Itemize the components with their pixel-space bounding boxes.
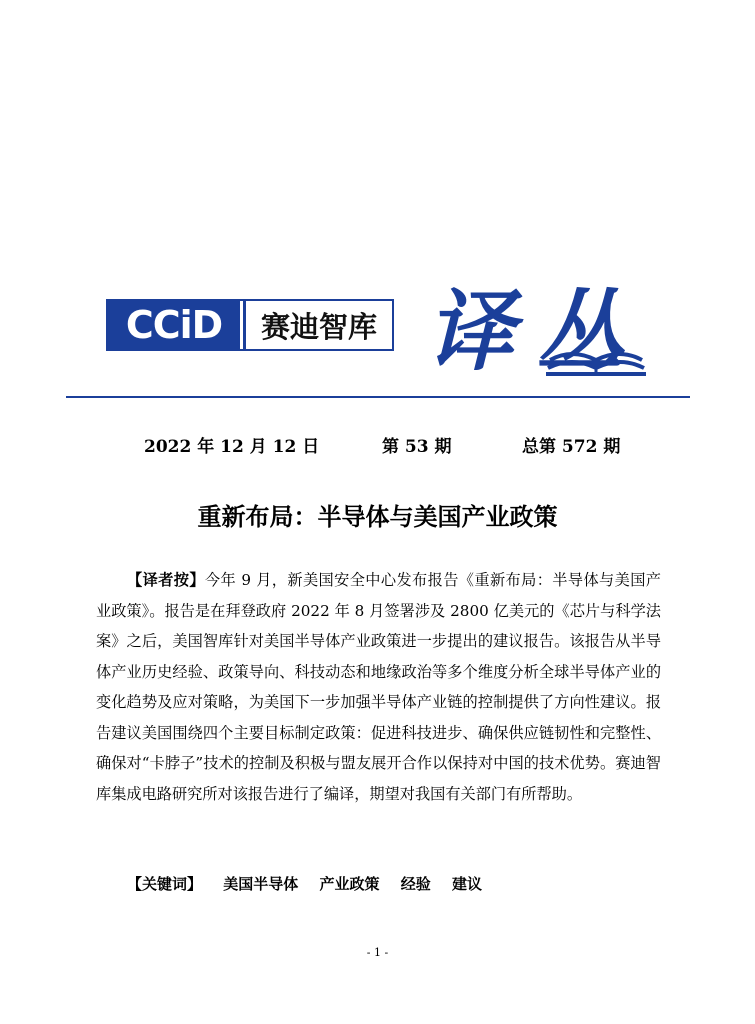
page-number: - 1 - <box>366 946 389 959</box>
article-title: 重新布局：半导体与美国产业政策 <box>197 503 558 531</box>
brand-title: 译丛 <box>426 279 647 383</box>
keyword-item: 经验 <box>400 875 431 893</box>
keywords-tag: 【关键词】 <box>127 875 203 893</box>
issue-date: 2022 年 12 月 12 日 <box>144 437 320 457</box>
logo-ccid-text: CCiD <box>108 301 240 349</box>
ccid-logo <box>106 299 394 351</box>
keyword-item: 美国半导体 <box>223 875 299 893</box>
issue-total: 总第 572 期 <box>522 437 621 457</box>
translator-note <box>96 565 661 809</box>
header-rule <box>66 396 690 398</box>
keywords-line <box>127 873 482 894</box>
open-book-icon <box>546 340 646 376</box>
keyword-item: 产业政策 <box>319 875 380 893</box>
issue-number: 第 53 期 <box>382 437 452 457</box>
note-tag: 【译者按】 <box>127 571 205 589</box>
logo-cn-name: 赛迪智库 <box>260 309 377 344</box>
note-text: 今年 9 月，新美国安全中心发布报告《重新布局：半导体与美国产业政策》。报告是在拜登政府 2022 年 8 月签署涉及 2800 亿美元的《芯片与科学法案》之后，美国智库针对美国半导体产业政策进一步提出的建议报告。该报告从半导体产业历史经验、政策导向、科技动态和地缘政治等多个维度分析全球半导体产业的变化趋势及应对策略，为美国下一步加强半导体产业链的控制提供了方向性建议。报告建议美国围绕四个主要目标制定政策：促进科技进步、确保供应链韧性和完整性、确保对“卡脖子”技术的控制及积极与盟友展开合作以保持对中国的技术优势。赛迪智库集成电路研究所对该报告进行了编译，期望对我国有关部门有所帮助。 <box>96 571 661 803</box>
keyword-item: 建议 <box>452 875 483 893</box>
